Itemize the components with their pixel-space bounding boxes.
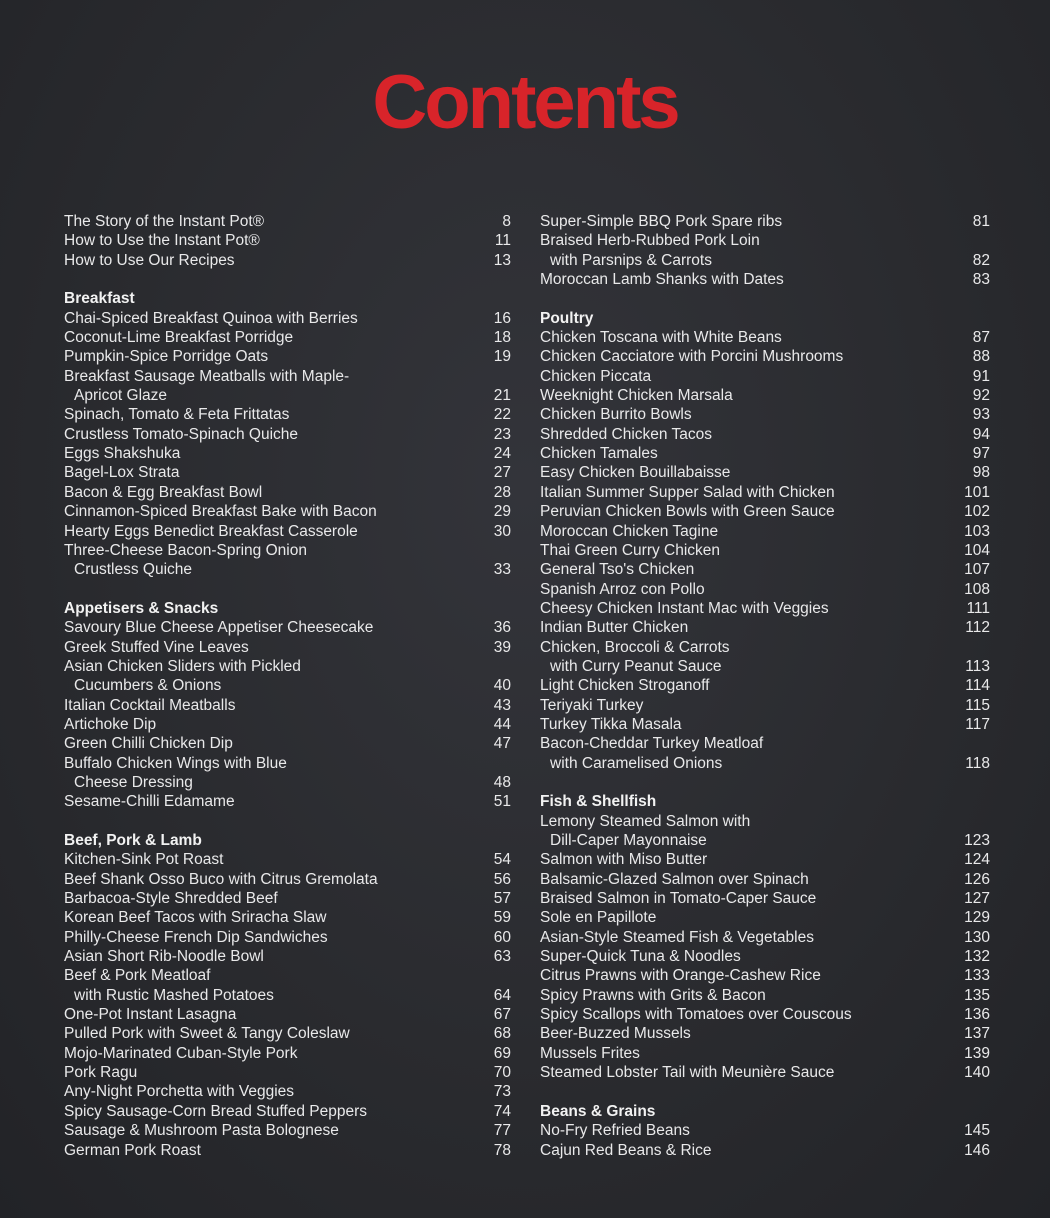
toc-entry-page: 77: [493, 1122, 511, 1140]
toc-entry-title: No-Fry Refried Beans: [540, 1122, 690, 1140]
toc-entry-page: 127: [964, 890, 990, 908]
toc-entry-title: Apricot Glaze: [74, 387, 168, 405]
toc-entry-title: Asian Short Rib-Noodle Bowl: [64, 948, 264, 966]
toc-entry-page: 18: [493, 329, 511, 347]
toc-entry-page: 11: [494, 232, 511, 250]
toc-entry-title: Kitchen-Sink Pot Roast: [64, 851, 224, 869]
toc-entry-page: 137: [964, 1025, 990, 1043]
toc-entry-page: 139: [964, 1044, 990, 1062]
toc-entry-page: 22: [493, 406, 511, 424]
toc-entry-title: Lemony Steamed Salmon with: [540, 812, 751, 830]
toc-entry: [540, 870, 990, 889]
toc-entry-title: Dill-Caper Mayonnaise: [550, 832, 707, 849]
toc-entry-title: Moroccan Lamb Shanks with Dates: [540, 271, 784, 289]
toc-entry-page: 108: [964, 580, 990, 598]
toc-entry-page: 57: [493, 890, 511, 908]
toc-entry: [64, 1121, 511, 1140]
toc-entry-page: 115: [965, 696, 990, 714]
toc-entry-page: 23: [493, 425, 511, 443]
toc-entry-page: 113: [965, 657, 990, 675]
section-heading: Poultry: [540, 309, 594, 327]
toc-entry-page: 16: [493, 309, 511, 327]
toc-entry-title: Light Chicken Stroganoff: [540, 677, 710, 695]
toc-entry-page: 94: [972, 425, 990, 443]
section-heading: Breakfast: [64, 290, 135, 308]
toc-entry-title: with Caramelised Onions: [550, 754, 723, 772]
toc-entry-page: 107: [964, 561, 990, 579]
contents-left-column: [64, 212, 511, 1160]
toc-entry: [540, 947, 990, 966]
toc-entry-title: with Curry Peanut Sauce: [550, 657, 722, 675]
toc-entry-page: 29: [493, 503, 511, 521]
toc-entry: [540, 696, 990, 715]
toc-entry-title: Italian Cocktail Meatballs: [64, 696, 236, 714]
section-breakfast: [64, 289, 511, 579]
toc-entry-page: 67: [493, 1006, 511, 1024]
toc-entry-title: Spinach, Tomato & Feta Frittatas: [64, 406, 290, 424]
section-beans-grains: [540, 1102, 990, 1160]
toc-entry: [540, 850, 990, 869]
toc-entry: [540, 966, 990, 985]
toc-entry-title: Bagel-Lox Strata: [64, 464, 180, 482]
toc-entry-title: Chicken Cacciatore with Porcini Mushrooms: [540, 348, 844, 366]
toc-entry-title: Braised Herb-Rubbed Pork Loin: [540, 232, 760, 250]
toc-entry-title: Cajun Red Beans & Rice: [540, 1141, 712, 1159]
toc-entry-page: 92: [972, 387, 990, 405]
toc-entry: [540, 463, 990, 482]
toc-entry-title: German Pork Roast: [64, 1141, 201, 1159]
toc-entry: [540, 908, 990, 927]
toc-entry-page: 73: [493, 1083, 511, 1101]
toc-entry-page: 21: [493, 387, 511, 405]
toc-entry-title: Chai-Spiced Breakfast Quinoa with Berries: [64, 309, 358, 327]
toc-entry-title: Cheesy Chicken Instant Mac with Veggies: [540, 599, 829, 617]
toc-entry-page: 74: [493, 1102, 511, 1120]
section-heading: Fish & Shellfish: [540, 793, 657, 811]
toc-entry: [64, 560, 511, 579]
toc-entry-title: Shredded Chicken Tacos: [540, 425, 713, 443]
toc-entry-title: Cheese Dressing: [74, 773, 193, 791]
toc-entry-title: Super-Simple BBQ Pork Spare ribs: [540, 213, 783, 230]
toc-entry: [64, 502, 511, 521]
toc-entry: [64, 754, 511, 773]
toc-entry-page: 27: [493, 464, 511, 482]
toc-entry: [64, 328, 511, 347]
toc-entry-title: Chicken Tamales: [540, 445, 658, 463]
toc-entry-page: 19: [493, 348, 511, 366]
toc-entry-title: How to Use Our Recipes: [64, 251, 235, 269]
section-beef-pork-lamb: [64, 831, 511, 1160]
toc-entry-title: Three-Cheese Bacon-Spring Onion: [64, 541, 307, 559]
toc-entry-title: Mussels Frites: [540, 1044, 640, 1062]
toc-entry-page: 33: [493, 561, 511, 579]
toc-entry: [540, 812, 990, 831]
toc-entry-title: Thai Green Curry Chicken: [540, 541, 721, 559]
toc-entry-title: Asian-Style Steamed Fish & Vegetables: [540, 928, 814, 946]
toc-entry-title: Chicken Burrito Bowls: [540, 406, 692, 424]
toc-entry-page: 87: [972, 329, 990, 347]
toc-entry-page: 123: [964, 832, 990, 849]
toc-entry-title: Sesame-Chilli Edamame: [64, 793, 235, 811]
toc-entry-page: 44: [493, 715, 511, 733]
toc-entry: [64, 463, 511, 482]
toc-entry: [64, 347, 511, 366]
toc-entry: [64, 541, 511, 560]
toc-entry: [540, 483, 990, 502]
toc-entry-title: Cucumbers & Onions: [74, 677, 222, 695]
toc-entry-title: Any-Night Porchetta with Veggies: [64, 1083, 295, 1101]
toc-entry-page: 124: [964, 851, 990, 869]
toc-entry: [540, 831, 990, 850]
section-poultry: [540, 309, 990, 773]
toc-entry-title: Green Chilli Chicken Dip: [64, 735, 233, 753]
toc-entry: [64, 1063, 511, 1082]
toc-entry-title: Steamed Lobster Tail with Meunière Sauce: [540, 1064, 835, 1082]
toc-entry-title: Mojo-Marinated Cuban-Style Pork: [64, 1044, 298, 1062]
toc-entry: [540, 1005, 990, 1024]
toc-entry: [64, 908, 511, 927]
toc-entry-page: 140: [964, 1064, 990, 1082]
toc-entry-title: Coconut-Lime Breakfast Porridge: [64, 329, 294, 347]
toc-entry: [540, 425, 990, 444]
toc-entry-page: 56: [493, 870, 511, 888]
toc-entry-title: Weeknight Chicken Marsala: [540, 387, 733, 405]
toc-entry-title: Salmon with Miso Butter: [540, 851, 708, 869]
toc-entry: [64, 386, 511, 405]
toc-entry-page: 63: [493, 948, 511, 966]
toc-entry-page: 47: [493, 735, 511, 753]
toc-entry: [540, 1121, 990, 1140]
toc-entry: [540, 231, 990, 250]
toc-entry: [64, 1102, 511, 1121]
toc-entry: [64, 986, 511, 1005]
toc-entry: [64, 715, 511, 734]
toc-entry: [64, 657, 511, 676]
toc-entry-page: 101: [964, 483, 990, 501]
toc-entry-page: 145: [964, 1122, 990, 1140]
toc-entry-page: 146: [964, 1141, 990, 1159]
toc-entry-page: 36: [493, 619, 511, 637]
toc-entry-page: 135: [964, 986, 990, 1004]
toc-entry: [540, 986, 990, 1005]
toc-entry-title: Buffalo Chicken Wings with Blue: [64, 754, 287, 772]
toc-entry: [540, 560, 990, 579]
toc-entry-page: 112: [965, 619, 990, 637]
toc-entry: [540, 347, 990, 366]
toc-entry: [540, 541, 990, 560]
section-heading: Appetisers & Snacks: [64, 599, 219, 617]
toc-entry-title: How to Use the Instant Pot®: [64, 232, 260, 250]
section-fish-shellfish: [540, 792, 990, 1082]
toc-entry: [540, 889, 990, 908]
toc-entry-page: 68: [493, 1025, 511, 1043]
contents-right-column: [540, 212, 990, 1160]
toc-entry: [64, 889, 511, 908]
toc-entry-title: Spicy Prawns with Grits & Bacon: [540, 986, 766, 1004]
toc-entry-title: Moroccan Chicken Tagine: [540, 522, 719, 540]
toc-entry-title: Braised Salmon in Tomato-Caper Sauce: [540, 890, 817, 908]
toc-entry-page: 118: [965, 754, 990, 772]
toc-entry: [64, 966, 511, 985]
toc-entry-page: 69: [493, 1044, 511, 1062]
toc-entry-title: Indian Butter Chicken: [540, 619, 689, 637]
toc-entry-title: Korean Beef Tacos with Sriracha Slaw: [64, 909, 327, 927]
toc-entry-title: Turkey Tikka Masala: [540, 715, 682, 733]
toc-entry: [64, 850, 511, 869]
toc-entry-page: 59: [493, 909, 511, 927]
toc-entry: [540, 599, 990, 618]
toc-entry-title: Teriyaki Turkey: [540, 696, 644, 714]
toc-entry: [64, 425, 511, 444]
toc-entry: [540, 676, 990, 695]
toc-entry-page: 24: [493, 445, 511, 463]
toc-entry-page: 130: [964, 928, 990, 946]
toc-entry: [540, 734, 990, 753]
toc-entry-title: Greek Stuffed Vine Leaves: [64, 638, 249, 656]
toc-entry-title: Beef Shank Osso Buco with Citrus Gremolata: [64, 870, 378, 888]
toc-entry: [540, 328, 990, 347]
toc-entry: [64, 1044, 511, 1063]
toc-entry-page: 98: [972, 464, 990, 482]
toc-entry-page: 136: [964, 1006, 990, 1024]
toc-entry: [64, 638, 511, 657]
toc-entry-page: 114: [965, 677, 990, 695]
toc-entry: [540, 386, 990, 405]
toc-entry: [64, 676, 511, 695]
toc-entry-title: Savoury Blue Cheese Appetiser Cheesecake: [64, 619, 374, 637]
toc-entry-page: 30: [493, 522, 511, 540]
toc-entry-title: Beef & Pork Meatloaf: [64, 967, 211, 985]
toc-entry-title: Eggs Shakshuka: [64, 445, 181, 463]
toc-entry: [540, 502, 990, 521]
toc-entry: [540, 580, 990, 599]
toc-entry-page: 60: [493, 928, 511, 946]
toc-entry: [540, 618, 990, 637]
toc-entry-title: One-Pot Instant Lasagna: [64, 1006, 237, 1024]
toc-entry-title: Chicken, Broccoli & Carrots: [540, 638, 730, 656]
toc-entry-title: Spicy Scallops with Tomatoes over Couscous: [540, 1006, 852, 1024]
toc-entry: [64, 405, 511, 424]
toc-entry-page: 82: [972, 251, 990, 269]
toc-entry: [540, 212, 990, 231]
toc-entry-title: Bacon & Egg Breakfast Bowl: [64, 483, 263, 501]
toc-entry-page: 43: [493, 696, 511, 714]
toc-entry-page: 129: [964, 909, 990, 927]
toc-entry: [64, 734, 511, 753]
toc-entry: [64, 696, 511, 715]
toc-entry-page: 133: [964, 967, 990, 985]
toc-entry-page: 104: [964, 541, 990, 559]
toc-entry-page: 97: [972, 445, 990, 463]
toc-entry-title: Asian Chicken Sliders with Pickled: [64, 657, 301, 675]
toc-entry-title: Hearty Eggs Benedict Breakfast Casserole: [64, 522, 358, 540]
toc-entry: [540, 1063, 990, 1082]
toc-entry-page: 132: [964, 948, 990, 966]
toc-entry-title: Artichoke Dip: [64, 715, 157, 733]
toc-entry-page: 88: [972, 348, 990, 366]
toc-entry-title: Cinnamon-Spiced Breakfast Bake with Bacon: [64, 503, 377, 521]
toc-entry-title: Crustless Tomato-Spinach Quiche: [64, 425, 299, 443]
toc-entry-title: Pork Ragu: [64, 1064, 138, 1082]
toc-entry-page: 39: [493, 638, 511, 656]
toc-entry-page: 111: [966, 599, 990, 617]
toc-entry-title: General Tso's Chicken: [540, 561, 695, 579]
toc-entry-title: Pumpkin-Spice Porridge Oats: [64, 348, 269, 366]
toc-entry-page: 83: [972, 271, 990, 289]
toc-entry: [540, 1044, 990, 1063]
toc-entry: [540, 405, 990, 424]
toc-entry-page: 70: [493, 1064, 511, 1082]
page-title: Contents: [372, 60, 678, 145]
toc-entry: [64, 522, 511, 541]
toc-entry-title: with Rustic Mashed Potatoes: [74, 986, 274, 1004]
toc-entry: [64, 483, 511, 502]
toc-entry-title: Philly-Cheese French Dip Sandwiches: [64, 928, 328, 946]
toc-entry-title: Spicy Sausage-Corn Bread Stuffed Peppers: [64, 1102, 368, 1120]
toc-entry: [64, 212, 511, 231]
toc-entry: [540, 1024, 990, 1043]
toc-entry: [64, 1024, 511, 1043]
toc-entry: [64, 1082, 511, 1101]
toc-entry: [64, 870, 511, 889]
toc-entry: [64, 444, 511, 463]
toc-entry-page: 91: [972, 367, 990, 385]
toc-entry: [64, 251, 511, 270]
toc-entry: [64, 618, 511, 637]
toc-entry-page: 126: [964, 870, 990, 888]
toc-entry: [64, 928, 511, 947]
toc-entry-page: 93: [972, 406, 990, 424]
section-heading: Beef, Pork & Lamb: [64, 832, 202, 849]
toc-entry-title: Balsamic-Glazed Salmon over Spinach: [540, 870, 809, 888]
toc-entry-title: Chicken Toscana with White Beans: [540, 329, 782, 347]
toc-entry-title: Spanish Arroz con Pollo: [540, 580, 705, 598]
toc-entry: [540, 367, 990, 386]
toc-entry-title: Chicken Piccata: [540, 367, 652, 385]
toc-entry: [540, 1141, 990, 1160]
toc-entry: [540, 928, 990, 947]
toc-entry: [64, 947, 511, 966]
toc-entry-page: 13: [493, 251, 511, 269]
toc-entry-page: 40: [493, 677, 511, 695]
toc-entry-page: 28: [493, 483, 511, 501]
toc-entry: [540, 444, 990, 463]
toc-entry-title: Super-Quick Tuna & Noodles: [540, 948, 741, 966]
toc-entry: [540, 522, 990, 541]
toc-entry-page: 78: [493, 1141, 511, 1159]
toc-entry: [540, 270, 990, 289]
toc-entry-page: 81: [972, 213, 990, 230]
toc-entry-title: Peruvian Chicken Bowls with Green Sauce: [540, 503, 835, 521]
toc-entry-page: 51: [493, 793, 511, 811]
section-heading: Beans & Grains: [540, 1102, 656, 1120]
toc-entry-title: Italian Summer Supper Salad with Chicken: [540, 483, 835, 501]
toc-entry: [540, 715, 990, 734]
toc-entry-page: 48: [493, 773, 511, 791]
toc-entry-title: Sole en Papillote: [540, 909, 657, 927]
toc-entry: [64, 1005, 511, 1024]
toc-entry-title: Sausage & Mushroom Pasta Bolognese: [64, 1122, 339, 1140]
toc-entry-title: Easy Chicken Bouillabaisse: [540, 464, 731, 482]
toc-entry-page: 64: [493, 986, 511, 1004]
toc-entry: [64, 792, 511, 811]
toc-entry-title: Citrus Prawns with Orange-Cashew Rice: [540, 967, 821, 985]
section-appetisers-snacks: [64, 599, 511, 812]
toc-entry-title: Beer-Buzzed Mussels: [540, 1025, 691, 1043]
toc-entry-page: 102: [964, 503, 990, 521]
toc-entry: [64, 309, 511, 328]
toc-entry: [540, 638, 990, 657]
toc-entry: [64, 1141, 511, 1160]
toc-entry-page: 8: [502, 213, 511, 230]
toc-entry-title: with Parsnips & Carrots: [550, 251, 712, 269]
toc-entry-page: 103: [964, 522, 990, 540]
toc-entry-title: Crustless Quiche: [74, 561, 193, 579]
toc-entry-title: Bacon-Cheddar Turkey Meatloaf: [540, 735, 764, 753]
toc-entry: [540, 251, 990, 270]
toc-entry: [540, 657, 990, 676]
toc-entry-title: Pulled Pork with Sweet & Tangy Coleslaw: [64, 1025, 350, 1043]
toc-entry-page: 117: [965, 715, 990, 733]
toc-entry: [540, 754, 990, 773]
toc-entry: [64, 367, 511, 386]
toc-entry: [64, 773, 511, 792]
toc-entry-page: 54: [493, 851, 511, 869]
toc-entry: [64, 231, 511, 250]
toc-entry-title: Breakfast Sausage Meatballs with Maple-: [64, 367, 350, 385]
toc-entry-title: Barbacoa-Style Shredded Beef: [64, 890, 278, 908]
toc-entry-title: The Story of the Instant Pot®: [64, 213, 265, 230]
